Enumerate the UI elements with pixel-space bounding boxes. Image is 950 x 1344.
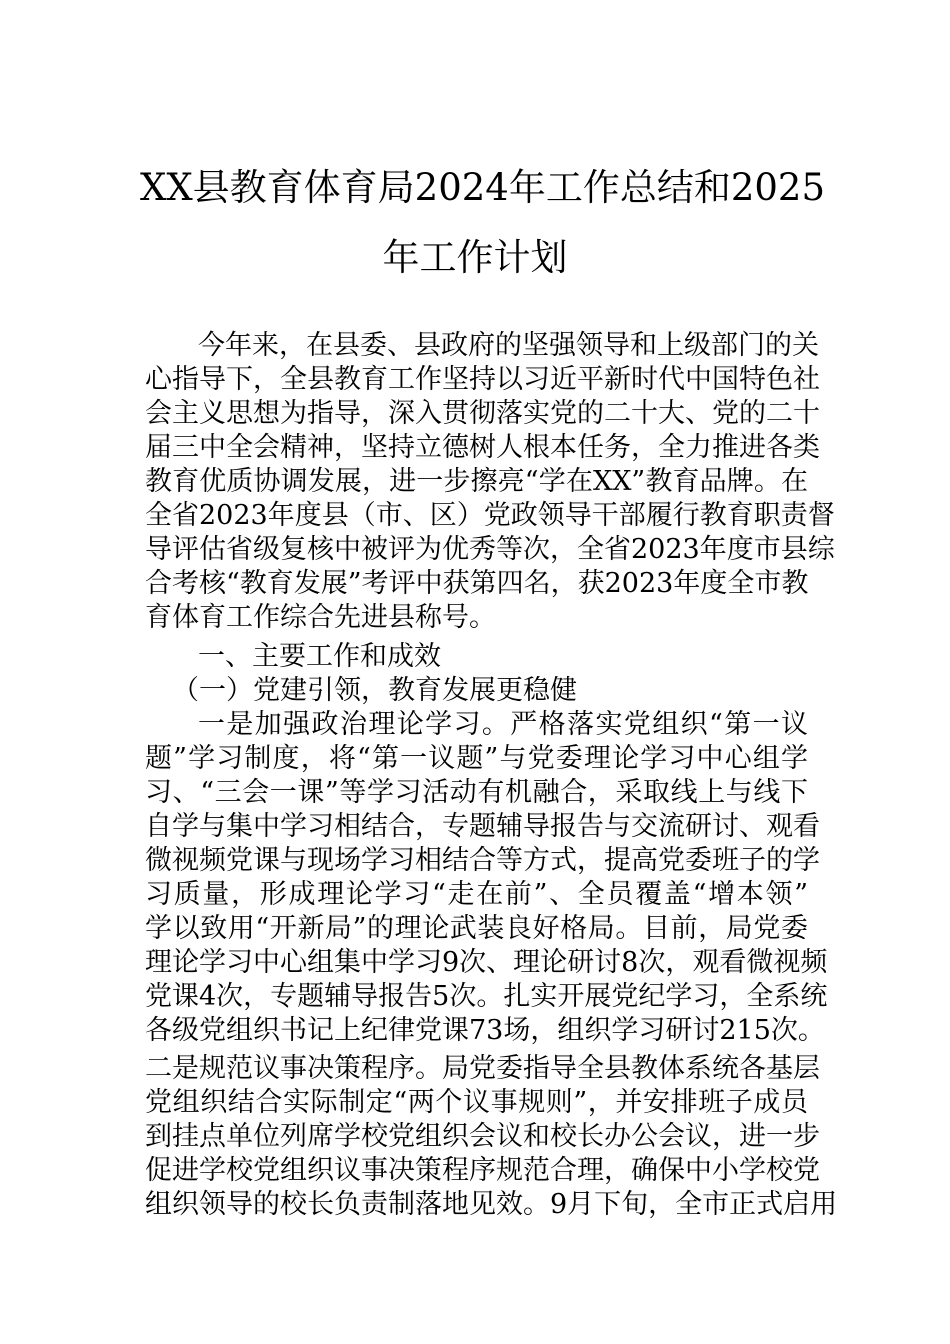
paragraph-line: 今年来，在县委、县政府的坚强领导和上级部门的关 xyxy=(198,330,819,361)
section-heading: 一、主要工作和成效 xyxy=(198,641,441,672)
paragraph-line: 组织领导的校长负责制落地见效。9月下旬，全市正式启用 xyxy=(145,1189,838,1220)
paragraph-line: 题”学习制度，将“第一议题”与党委理论学习中心组学 xyxy=(145,743,808,774)
paragraph-line: 党课4次，专题辅导报告5次。扎实开展党纪学习，全系统 xyxy=(145,981,828,1012)
paragraph-line: 各级党组织书记上纪律党课73场，组织学习研讨215次。 xyxy=(145,1015,825,1046)
paragraph-line: 合考核“教育发展”考评中获第四名，获2023年度全市教 xyxy=(145,568,809,599)
paragraph-line: 到挂点单位列席学校党组织会议和校长办公会议，进一步 xyxy=(145,1121,820,1152)
paragraph-line: 习、“三会一课”等学习活动有机融合，采取线上与线下 xyxy=(145,777,808,808)
paragraph-line: 习质量，形成理论学习“走在前”、全员覆盖“增本领” xyxy=(145,879,808,910)
paragraph-line: 理论学习中心组集中学习9次、理论研讨8次，观看微视频 xyxy=(145,947,828,978)
paragraph-line: 育体育工作综合先进县称号。 xyxy=(145,602,496,633)
paragraph-line: 促进学校党组织议事决策程序规范合理，确保中小学校党 xyxy=(145,1155,820,1186)
paragraph-line: 自学与集中学习相结合，专题辅导报告与交流研讨、观看 xyxy=(145,811,820,842)
paragraph-line: 二是规范议事决策程序。局党委指导全县教体系统各基层 xyxy=(145,1053,820,1084)
paragraph-line: 全省2023年度县（市、区）党政领导干部履行教育职责督 xyxy=(145,500,835,531)
document-title-line-1: XX县教育体育局2024年工作总结和2025 xyxy=(140,166,826,209)
paragraph-line: 心指导下，全县教育工作坚持以习近平新时代中国特色社 xyxy=(145,364,820,395)
paragraph-line: 微视频党课与现场学习相结合等方式，提高党委班子的学 xyxy=(145,845,820,876)
paragraph-line: 党组织结合实际制定“两个议事规则”，并安排班子成员 xyxy=(145,1087,808,1118)
document-title-line-2: 年工作计划 xyxy=(382,236,568,279)
paragraph-line: 教育优质协调发展，进一步擦亮“学在XX”教育品牌。在 xyxy=(145,466,808,497)
paragraph-line: 导评估省级复核中被评为优秀等次，全省2023年度市县综 xyxy=(145,534,835,565)
paragraph-line: 会主义思想为指导，深入贯彻落实党的二十大、党的二十 xyxy=(145,398,820,429)
subsection-heading: （一）党建引领，教育发展更稳健 xyxy=(172,675,577,706)
paragraph-line: 一是加强政治理论学习。严格落实党组织“第一议 xyxy=(198,709,808,740)
paragraph-line: 届三中全会精神，坚持立德树人根本任务，全力推进各类 xyxy=(145,432,820,463)
paragraph-line: 学以致用“开新局”的理论武装良好格局。目前，局党委 xyxy=(145,913,808,944)
